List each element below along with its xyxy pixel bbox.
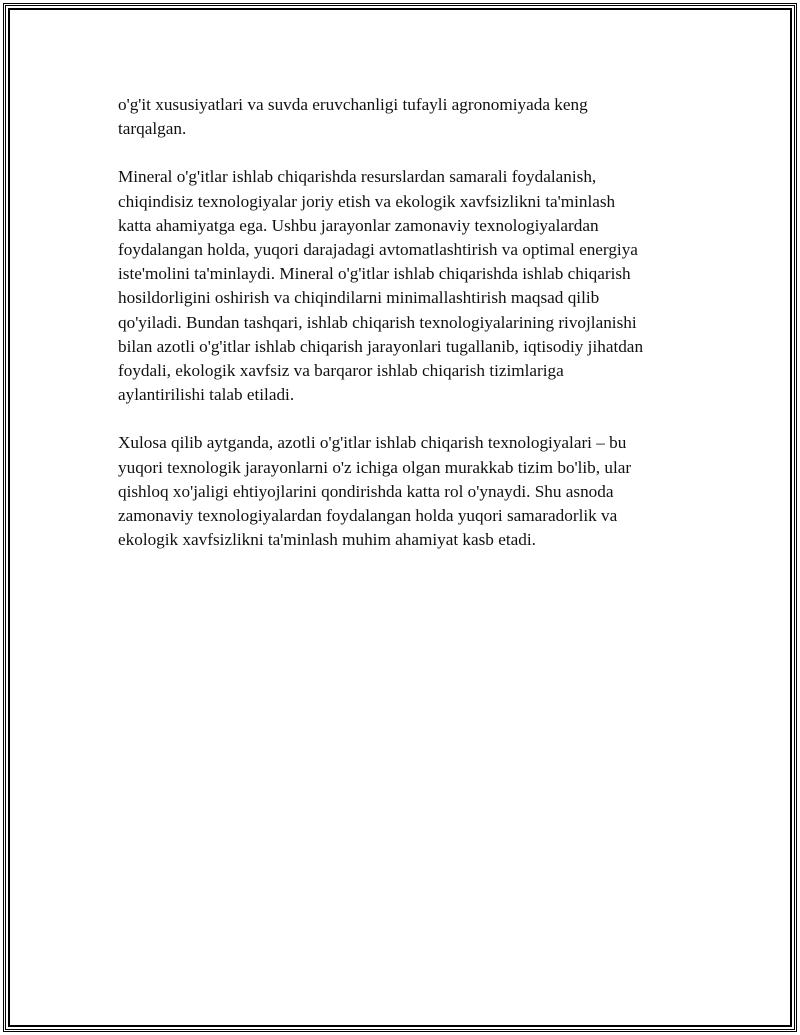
paragraph-intro-continuation: o'g'it xususiyatlari va suvda eruvchanligi tufayli agronomiyada keng tarqalgan. — [118, 95, 588, 139]
paragraph-conclusion: Xulosa qilib aytganda, azotli o'g'itlar ishlab chiqarish texnologiyalari – bu yuqori texnologik jarayonlarni o'z ichiga olgan murakkab tizim bo'lib, ular qishloq xo'jaligi ehtiyojlarini qondirishda katta rol o'ynaydi. Shu asnoda zamonaviy texnologiyalardan foydalangan holda yuqori samaradorlik va ekologik xavfsizlikni ta'minlash muhim ahamiyat kasb etadi. — [118, 433, 632, 550]
paragraph-mineral-fertilizers: Mineral o'g'itlar ishlab chiqarishda resurslardan samarali foydalanish, chiqindisiz texnologiyalar joriy etish va ekologik xavfsizlikni ta'minlash katta ahamiyatga ega. Ushbu jarayonlar zamonaviy texnologiyalardan foydalangan holda, yuqori darajadagi avtomatlashtirish va optimal energiya iste'molini ta'minlaydi. Mineral o'g'itlar ishlab chiqarishda ishlab chiqarish hosildorligini oshirish va chiqindilarni minimallashtirish maqsad qilib qo'yiladi. Bundan tashqari, ishlab chiqarish texnologiyalarining rivojlanishi bilan azotli o'g'itlar ishlab chiqarish jarayonlari tugallanib, iqtisodiy jihatdan foydali, ekologik xavfsiz va barqaror ishlab chiqarish tizimlariga aylantirilishi talab etiladi. — [118, 167, 644, 405]
document-body — [118, 93, 698, 576]
